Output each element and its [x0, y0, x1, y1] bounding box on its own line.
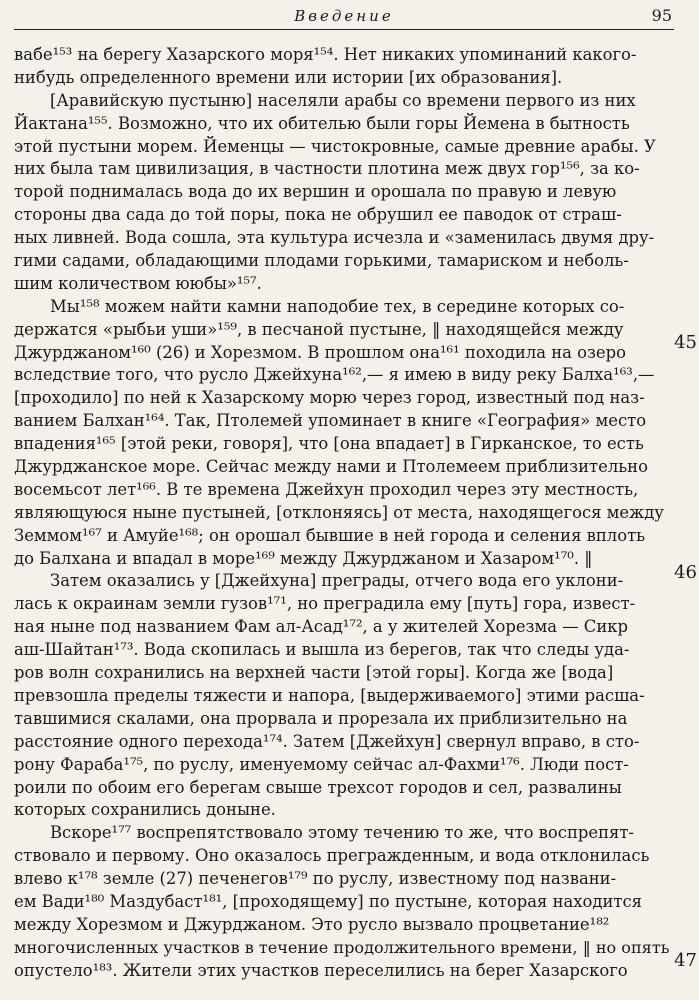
text-line: ем Вади¹⁸⁰ Маздубаст¹⁸¹, [проходящему] по пустыне, которая находится: [14, 891, 643, 911]
text-line: тавшимися скалами, она прорвала и прорезала их приблизительно на: [14, 708, 628, 728]
text-line: которых сохранились доныне.: [14, 800, 276, 820]
text-line: ных ливней. Вода сошла, эта культура исчезла и «заменилась двумя дру-: [14, 228, 655, 248]
text-line: шим количеством ююбы»¹⁵⁷.: [14, 273, 262, 293]
margin-number: 47: [674, 950, 697, 971]
body-text: [14, 44, 670, 983]
text-line: них была там цивилизация, в частности плотина меж двух гор¹⁵⁶, за ко-: [14, 159, 640, 179]
text-line: восемьсот лет¹⁶⁶. В те времена Джейхун проходил через эту местность,: [14, 479, 639, 499]
text-line: роили по обоим его берегам свыше трехсот городов и сел, развалины: [14, 777, 622, 797]
text-line: стороны два сада до той поры, пока не обрушил ее паводок от страш-: [14, 205, 622, 225]
text-line: Мы¹⁵⁸ можем найти камни наподобие тех, в середине которых со-: [50, 296, 625, 316]
margin-number: 45: [674, 332, 697, 353]
text-line: вследствие того, что русло Джейхуна¹⁶²,— я имею в виду реку Балха¹⁶³,—: [14, 365, 655, 385]
text-line: рону Фараба¹⁷⁵, по руслу, именуемому сейчас ал-Фахми¹⁷⁶. Люди пост-: [14, 754, 629, 774]
text-line: нибудь определенного времени или истории [их образования].: [14, 67, 563, 87]
text-line: Джурджаном¹⁶⁰ (26) и Хорезмом. В прошлом она¹⁶¹ походила на озеро: [14, 342, 626, 362]
text-line: аш-Шайтан¹⁷³. Вода скопилась и вышла из берегов, так что следы уда-: [14, 640, 630, 660]
text-line: [Аравийскую пустыню] населяли арабы со времени первого из них: [50, 90, 636, 110]
text-line: Вскоре¹⁷⁷ воспрепятствовало этому течению то же, что воспрепят-: [50, 823, 634, 843]
text-line: гими садами, обладающими плодами горькими, тамариском и неболь-: [14, 251, 629, 271]
text-line: ствовало и первому. Оно оказалось прегражденным, и вода отклонилась: [14, 846, 650, 866]
text-line: впадения¹⁶⁵ [этой реки, говоря], что [она впадает] в Гирканское, то есть: [14, 434, 644, 454]
text-line: влево к¹⁷⁸ земле (27) печенегов¹⁷⁹ по руслу, известному под названи-: [14, 869, 617, 889]
text-line: до Балхана и впадал в море¹⁶⁹ между Джурджаном и Хазаром¹⁷⁰. ‖: [14, 548, 593, 568]
margin-number: 46: [674, 562, 697, 583]
text-line: [проходило] по ней к Хазарскому морю через город, известный под наз-: [14, 388, 645, 408]
text-line: Земмом¹⁶⁷ и Амуйе¹⁶⁸; он орошал бывшие в ней города и селения вплоть: [14, 525, 646, 545]
text-line: этой пустыни морем. Йеменцы — чистокровные, самые древние арабы. У: [14, 136, 656, 156]
text-line: Йактана¹⁵⁵. Возможно, что их обителью были горы Йемена в бытность: [14, 113, 630, 133]
text-line: превзошла пределы тяжести и напора, [выдерживаемого] этими расша-: [14, 685, 645, 705]
text-line: являющуюся ныне пустыней, [отклоняясь] от места, находящегося между: [14, 502, 664, 522]
running-title: Введение: [294, 7, 394, 25]
text-line: расстояние одного перехода¹⁷⁴. Затем [Джейхун] свернул вправо, в сто-: [14, 731, 640, 751]
text-line: вабе¹⁵³ на берегу Хазарского моря¹⁵⁴. Нет никаких упоминаний какого-: [14, 45, 637, 64]
text-line: Затем оказались у [Джейхуна] преграды, отчего вода его уклони-: [50, 571, 624, 591]
text-line: торой поднималась вода до их вершин и орошала по правую и левую: [14, 182, 617, 202]
text-line: многочисленных участков в течение продолжительного времени, ‖ но опять: [14, 937, 670, 957]
page-header: [14, 3, 674, 30]
text-line: ров волн сохранились на верхней части [этой горы]. Когда же [вода]: [14, 663, 614, 683]
text-line: ванием Балхан¹⁶⁴. Так, Птолемей упоминает в книге «География» место: [14, 411, 647, 431]
page-number: 95: [651, 6, 672, 25]
text-line: опустело¹⁸³. Жители этих участков переселились на берег Хазарского: [14, 960, 628, 980]
text-line: между Хорезмом и Джурджаном. Это русло вызвало процветание¹⁸²: [14, 914, 610, 934]
text-line: Джурджанское море. Сейчас между нами и Птолемеем приблизительно: [14, 457, 648, 477]
text-line: лась к окраинам земли гузов¹⁷¹, но преградила ему [путь] гора, извест-: [14, 594, 636, 614]
text-line: ная ныне под названием Фам ал-Асад¹⁷², а у жителей Хорезма — Сикр: [14, 617, 628, 637]
text-line: держатся «рыбьи уши»¹⁵⁹, в песчаной пустыне, ‖ находящейся между: [14, 319, 624, 339]
